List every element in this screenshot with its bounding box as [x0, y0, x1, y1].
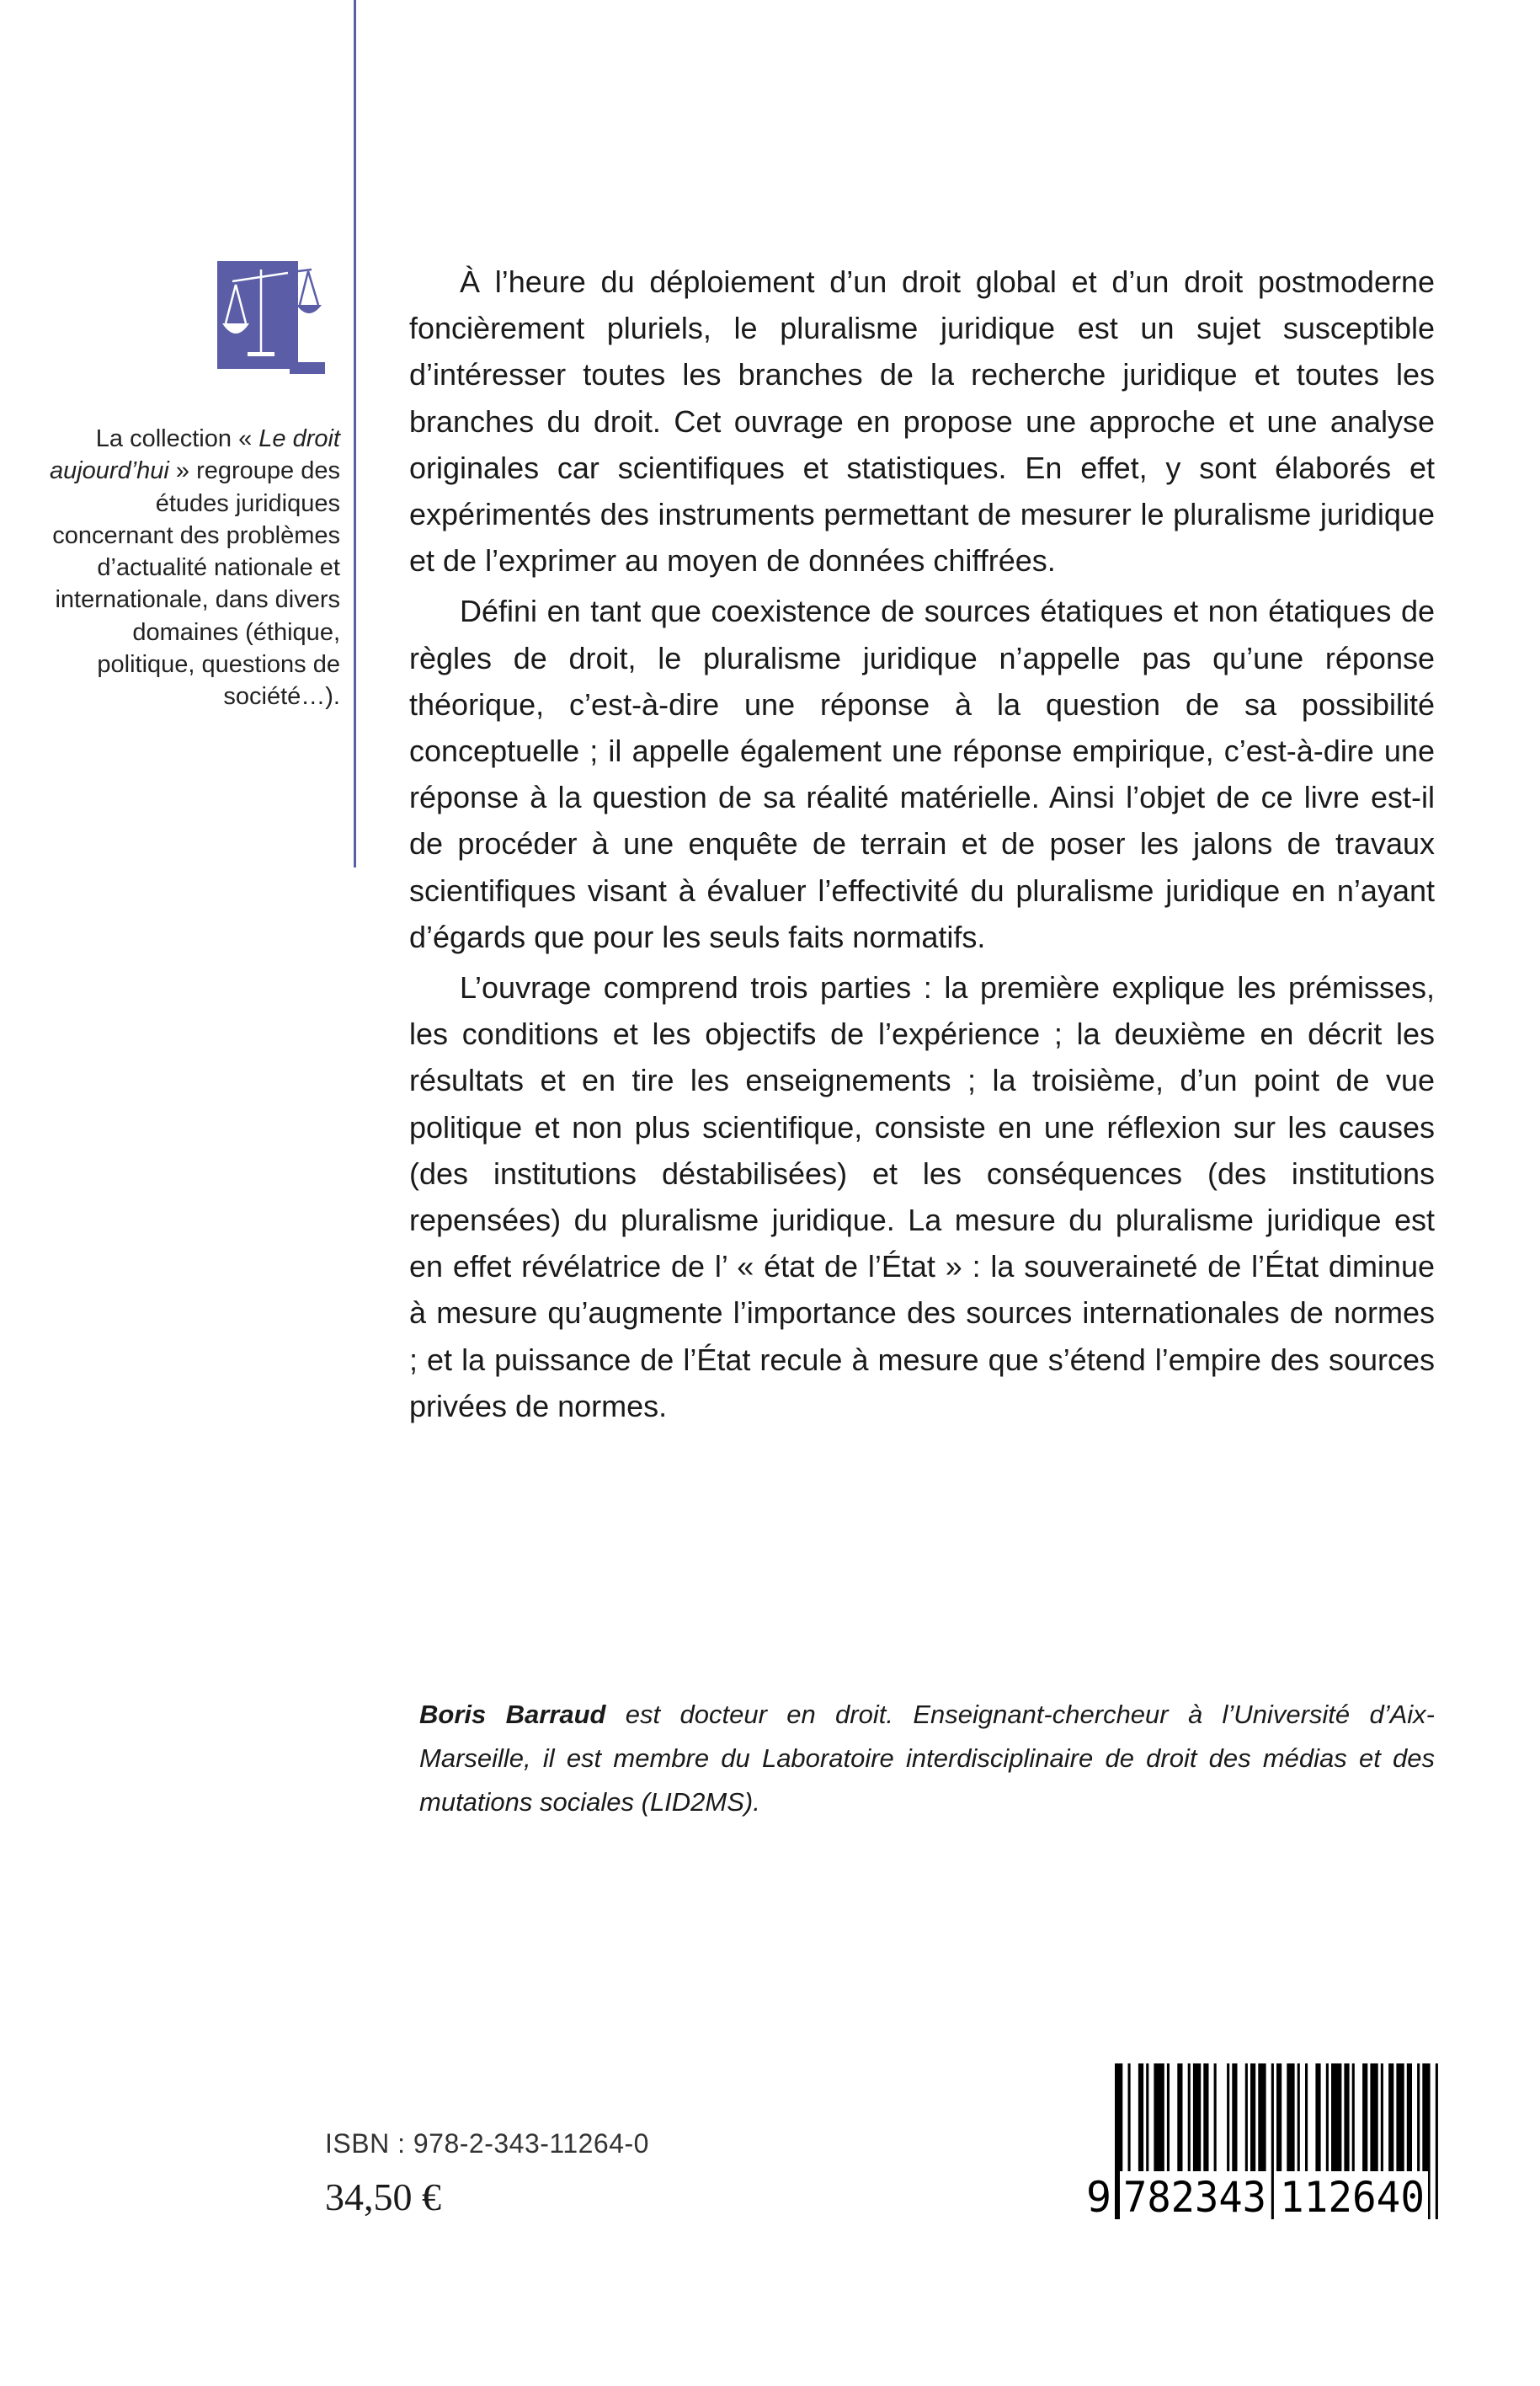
author-description: est docteur en droit. Enseignant-chercheur à l’Université d’Aix-Marseille, il est membre du Laboratoire interdisciplinaire de droit des médias et des mutations sociales (LID2MS). — [419, 1700, 1435, 1817]
scales-of-justice-logo — [217, 261, 325, 381]
price: 34,50 € — [325, 2175, 441, 2218]
collection-description — [34, 423, 340, 713]
summary-paragraph-1: À l’heure du déploiement d’un droit global et d’un droit postmoderne foncièrement pluriels, le pluralisme juridique est un sujet susceptible d’intéresser toutes les branches de la recherche juridique et toutes les branches du droit. Cet ouvrage en propose une approche et une analyse originales car scientifiques et statistiques. En effet, y sont élaborés et expérimentés des instruments permettant de mesurer le pluralisme juridique et de l’exprimer au moyen de données chiffrées. — [409, 264, 1435, 579]
barcode-digits — [1086, 2171, 1440, 2222]
author-name: Boris Barraud — [419, 1700, 606, 1729]
book-summary — [409, 259, 1435, 1429]
barcode-group-2: 112640 — [1280, 2173, 1425, 2222]
summary-paragraph-3: L’ouvrage comprend trois parties : la première explique les prémisses, les conditions et les objectifs de l’expérience ; la deuxième en décrit les résultats et en tire les enseignements ; la troisième, d’un point de vue politique et non plus scientifique, consiste en une réflexion sur les causes (des institutions déstabilisées) et les conséquences (des institutions repensées) du pluralisme juridique. La mesure du pluralisme juridique est en effet révélatrice de l’ « état de l’État » : la souveraineté de l’État diminue à mesure qu’augmente l’importance des sources internationales de normes ; et la puissance de l’État recule à mesure que s’étend l’empire des sources privées de normes. — [409, 970, 1435, 1423]
barcode-group-1: 782343 — [1123, 2173, 1266, 2222]
summary-paragraph-2: Défini en tant que coexistence de sources étatiques et non étatiques de règles de droit, le pluralisme juridique n’appelle pas qu’une réponse théorique, c’est-à-dire une réponse à la question de sa possibilité conceptuelle ; il appelle également une réponse empirique, c’est-à-dire une réponse à la question de sa réalité matérielle. Ainsi l’objet de ce livre est-il de procéder à une enquête de terrain et de poser les jalons de travaux scientifiques visant à évaluer l’effectivité du pluralisme juridique en n’ayant d’égards que pour les seuls faits normatifs. — [409, 594, 1435, 954]
isbn: ISBN : 978-2-343-11264-0 — [325, 2128, 649, 2159]
barcode-first-digit: 9 — [1086, 2173, 1112, 2222]
author-bio — [419, 1693, 1435, 1824]
collection-suffix: » regroupe des études juridiques concernant des problèmes d’actualité nationale et internationale, dans divers domaines (éthique, politique, questions de société…). — [52, 457, 340, 711]
collection-name: Le droit aujourd’hui — [49, 425, 340, 485]
collection-prefix: La collection « — [95, 425, 253, 452]
vertical-rule — [354, 0, 356, 867]
